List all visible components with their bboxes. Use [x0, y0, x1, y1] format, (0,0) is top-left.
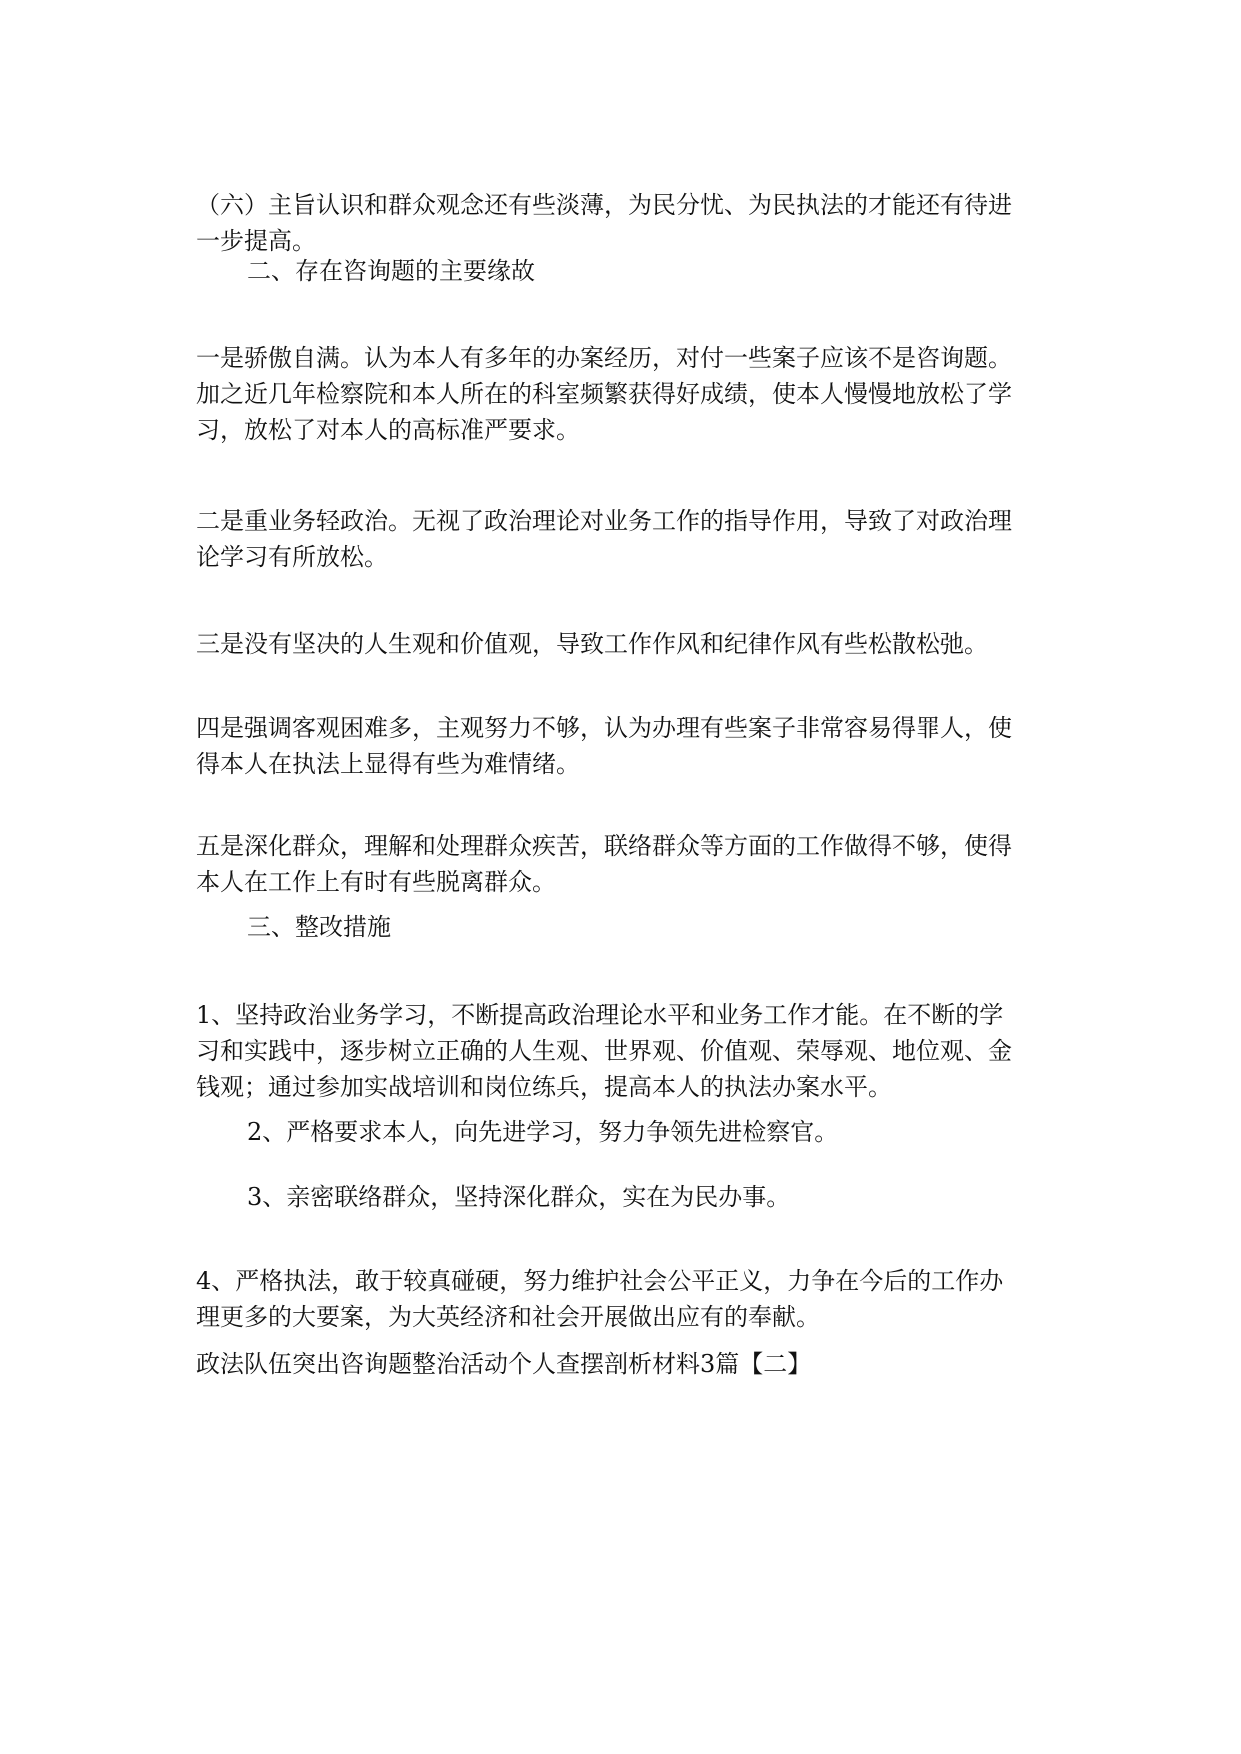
paragraph-cause-2: 二是重业务轻政治。无视了政治理论对业务工作的指导作用，导致了对政治理 论学习有所放松。: [196, 507, 1012, 571]
paragraph-6-awareness: （六）主旨认识和群众观念还有些淡薄，为民分忧、为民执法的才能还有待进 一步提高。: [196, 191, 1012, 255]
paragraph-measure-2: 2、严格要求本人，向先进学习，努力争领先进检察官。: [247, 1118, 839, 1146]
paragraph-cause-4: 四是强调客观困难多，主观努力不够，认为办理有些案子非常容易得罪人，使 得本人在执法上显得有些为难情绪。: [196, 714, 1012, 778]
heading-main-causes: 二、存在咨询题的主要缘故: [247, 257, 535, 285]
paragraph-measure-1: 1、坚持政治业务学习，不断提高政治理论水平和业务工作才能。在不断的学 习和实践中，逐步树立正确的人生观、世界观、价值观、荣辱观、地位观、金 钱观；通过参加实战培训和岗位练兵，提高本人的执法办案水平。: [196, 1001, 1012, 1101]
paragraph-cause-5: 五是深化群众，理解和处理群众疾苦，联络群众等方面的工作做得不够，使得 本人在工作上有时有些脱离群众。: [196, 832, 1012, 896]
paragraph-measure-3: 3、亲密联络群众，坚持深化群众，实在为民办事。: [247, 1183, 791, 1211]
paragraph-cause-3: 三是没有坚决的人生观和价值观，导致工作作风和纪律作风有些松散松弛。: [196, 630, 988, 658]
heading-rectification: 三、整改措施: [247, 913, 391, 941]
paragraph-cause-1: 一是骄傲自满。认为本人有多年的办案经历，对付一些案子应该不是咨询题。 加之近几年检察院和本人所在的科室频繁获得好成绩，使本人慢慢地放松了学 习，放松了对本人的高标准严要求。: [196, 344, 1012, 444]
paragraph-measure-4: 4、严格执法，敢于较真碰硬，努力维护社会公平正义，力争在今后的工作办 理更多的大要案，为大英经济和社会开展做出应有的奉献。: [196, 1267, 1004, 1331]
section-title-part-two: 政法队伍突出咨询题整治活动个人查摆剖析材料3篇【二】: [196, 1350, 812, 1378]
